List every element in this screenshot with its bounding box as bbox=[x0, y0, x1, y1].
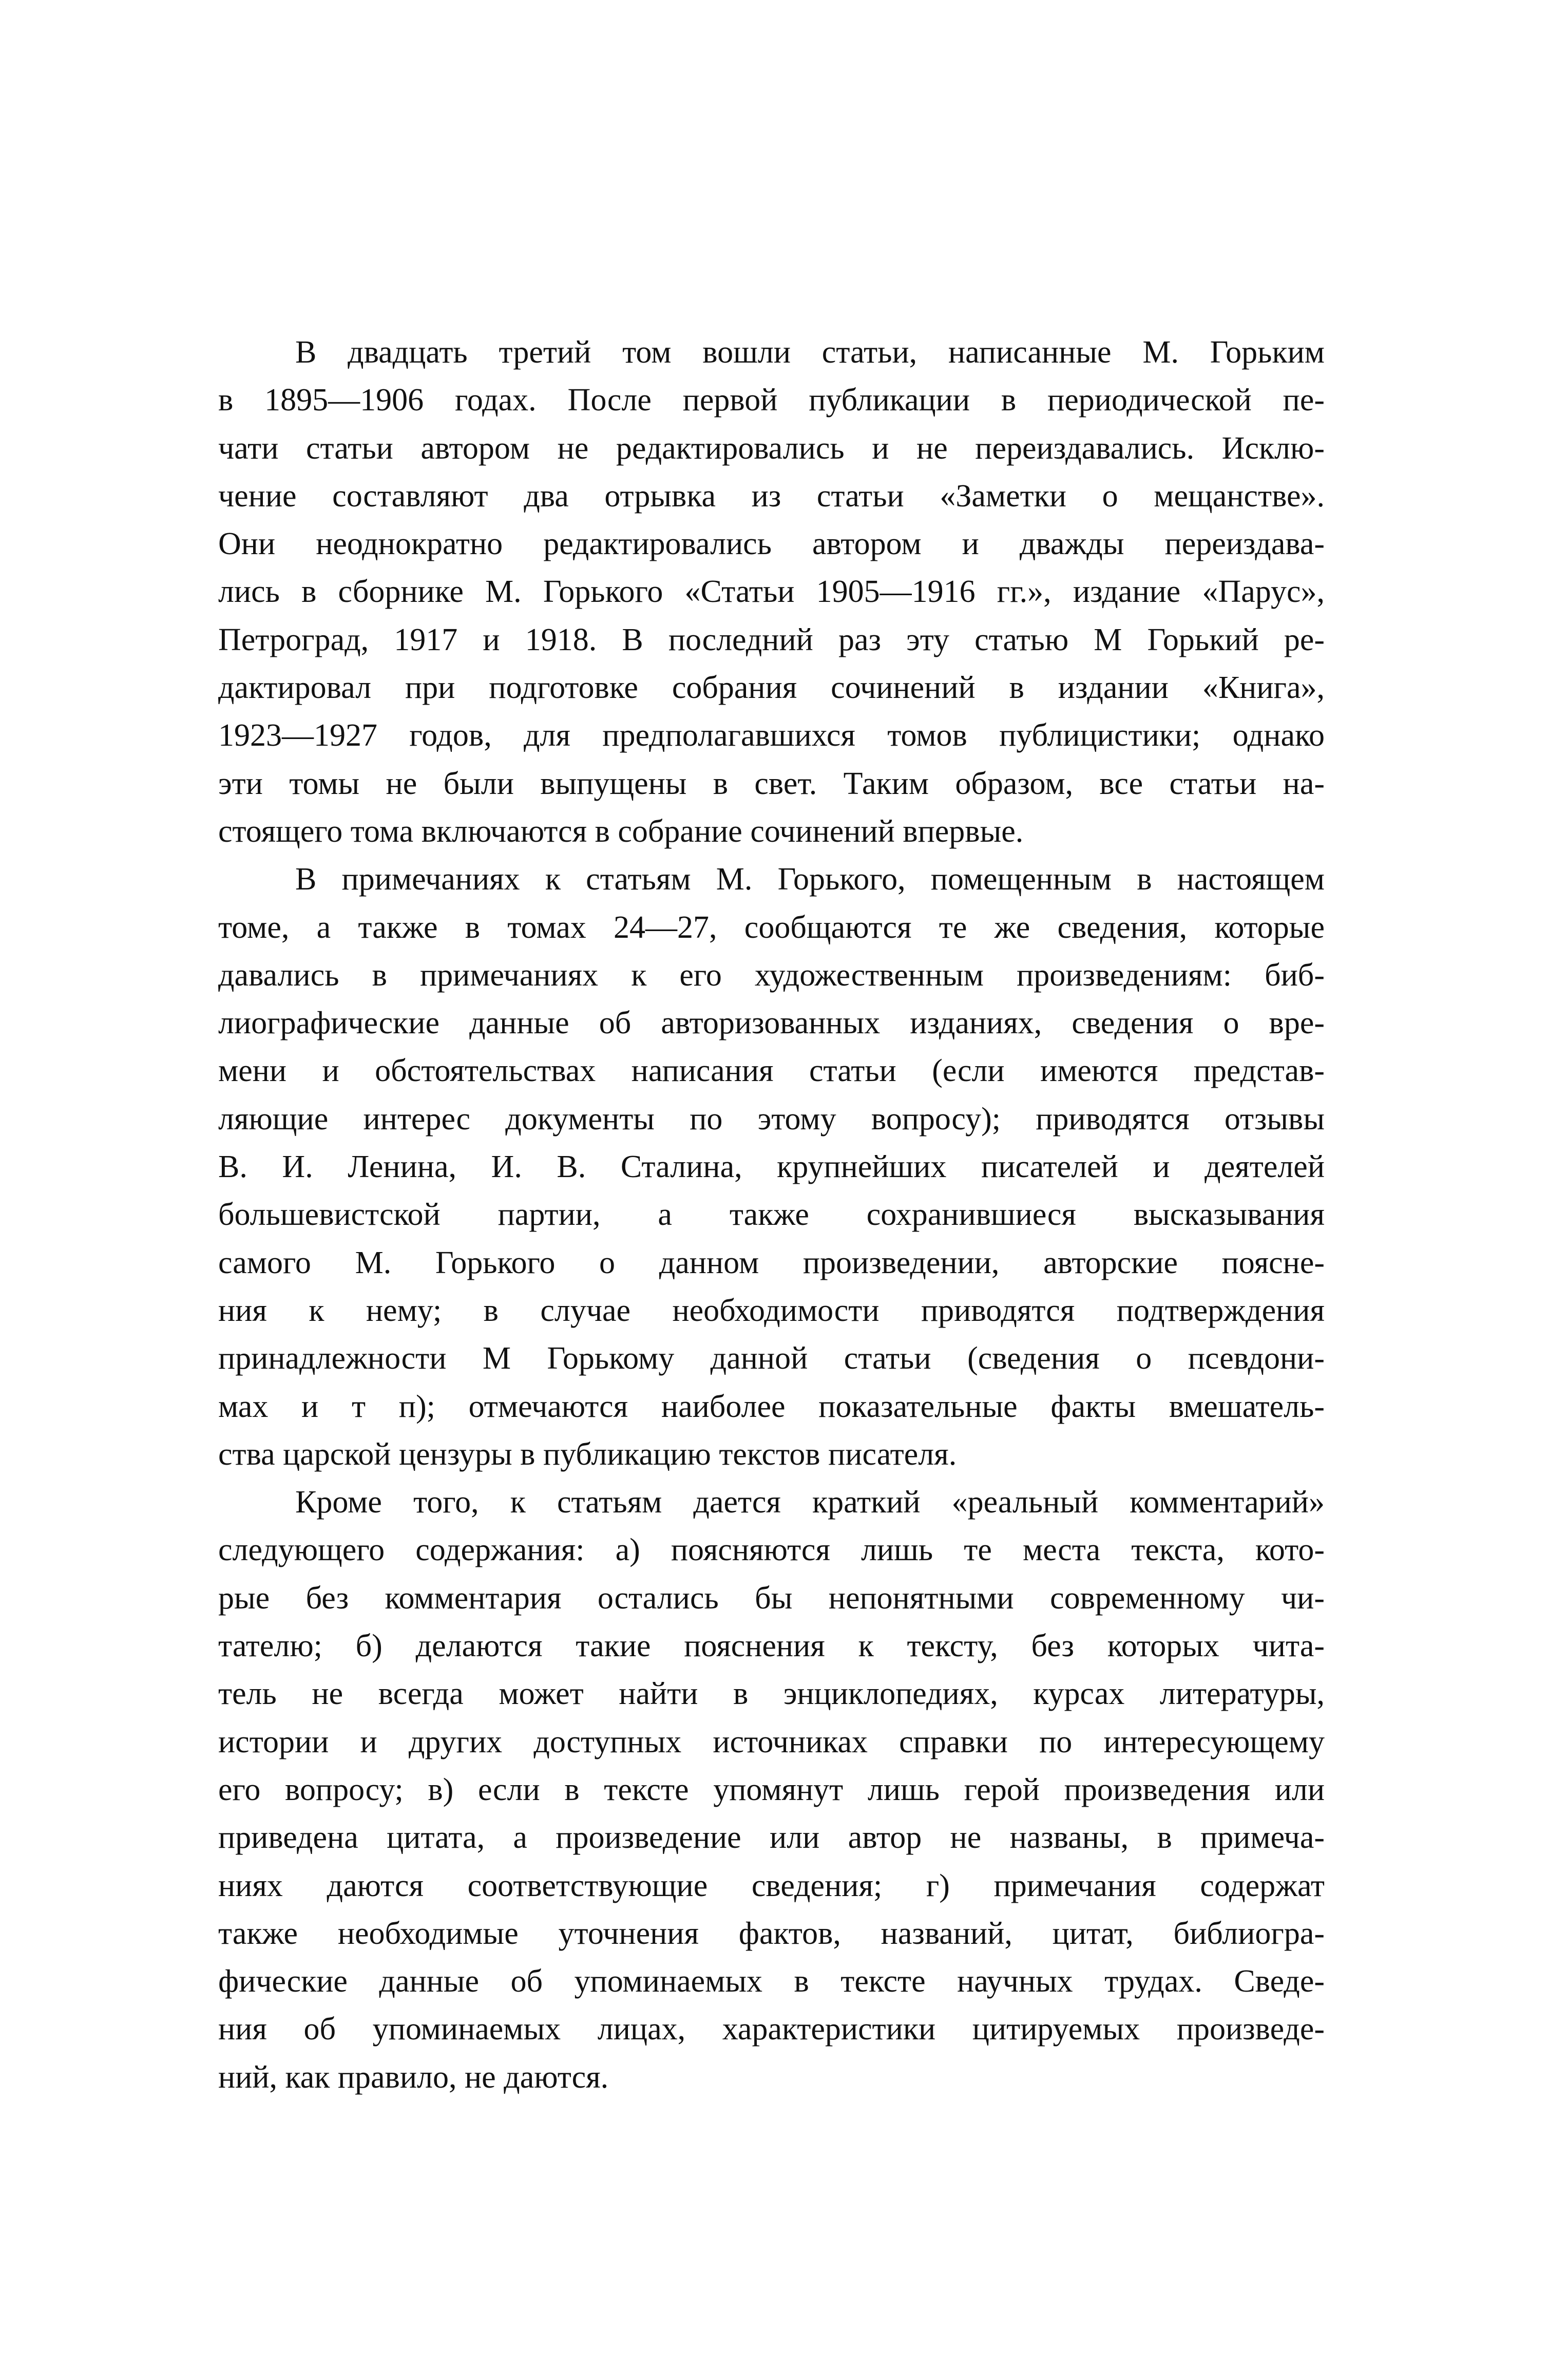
paragraph-3-line-12: ния об упоминаемых лицах, характеристики цитируемых произведе- bbox=[218, 2012, 1325, 2047]
paragraph-2-line-6: ляющие интерес документы по этому вопросу); приводятся отзывы bbox=[218, 1101, 1325, 1137]
paragraph-3-line-13: ний, как правило, не даются. bbox=[218, 2059, 609, 2095]
paragraph-2-line-1: В примечаниях к статьям М. Горького, помещенным в настоящем bbox=[295, 862, 1325, 897]
paragraph-2-line-13: ства царской цензуры в публикацию текстов писателя. bbox=[218, 1436, 957, 1472]
paragraph-3-line-10: также необходимые уточнения фактов, названий, цитат, библиогра- bbox=[218, 1916, 1325, 1951]
paragraph-2-line-8: большевистской партии, а также сохранившиеся высказывания bbox=[218, 1197, 1325, 1233]
paragraph-1-line-5: Они неоднократно редактировались автором и дважды переиздава- bbox=[218, 526, 1325, 562]
paragraph-1-line-2: в 1895—1906 годах. После первой публикации в периодической пе- bbox=[218, 383, 1325, 418]
paragraph-2-line-5: мени и обстоятельствах написания статьи (если имеются представ- bbox=[218, 1053, 1325, 1089]
paragraph-3-line-6: истории и других доступных источниках справки по интересующему bbox=[218, 1724, 1325, 1759]
paragraph-2-line-12: мах и т п); отмечаются наиболее показательные факты вмешатель- bbox=[218, 1389, 1325, 1424]
paragraph-2-line-9: самого М. Горького о данном произведении, авторские поясне- bbox=[218, 1245, 1325, 1280]
paragraph-1-line-6: лись в сборнике М. Горького «Статьи 1905—1916 гг.», издание «Парус», bbox=[218, 574, 1325, 610]
paragraph-1-line-3: чати статьи автором не редактировались и не переиздавались. Исклю- bbox=[218, 430, 1325, 466]
paragraph-1-line-7: Петроград, 1917 и 1918. В последний раз эту статью М Горький ре- bbox=[218, 622, 1325, 657]
paragraph-2-line-4: лиографические данные об авторизованных изданиях, сведения о вре- bbox=[218, 1006, 1325, 1041]
paragraph-2-line-7: В. И. Ленина, И. В. Сталина, крупнейших писателей и деятелей bbox=[218, 1149, 1325, 1185]
paragraph-3-line-5: тель не всегда может найти в энциклопедиях, курсах литературы, bbox=[218, 1676, 1325, 1712]
paragraph-1-line-8: дактировал при подготовке собрания сочинений в издании «Книга», bbox=[218, 670, 1325, 706]
paragraph-3-line-4: тателю; б) делаются такие пояснения к тексту, без которых чита- bbox=[218, 1629, 1325, 1664]
paragraph-3-line-2: следующего содержания: а) поясняются лишь те места текста, кото- bbox=[218, 1532, 1325, 1568]
paragraph-3-line-3: рые без комментария остались бы непонятными современному чи- bbox=[218, 1580, 1325, 1616]
paragraph-1-line-11: стоящего тома включаются в собрание сочинений впервые. bbox=[218, 813, 1024, 849]
paragraph-2-line-3: давались в примечаниях к его художественным произведениям: биб- bbox=[218, 957, 1325, 993]
paragraph-2-line-11: принадлежности М Горькому данной статьи (сведения о псевдони- bbox=[218, 1341, 1325, 1376]
paragraph-1-line-9: 1923—1927 годов, для предполагавшихся томов публицистики; однако bbox=[218, 718, 1325, 753]
paragraph-1-line-1: В двадцать третий том вошли статьи, написанные М. Горьким bbox=[295, 335, 1325, 370]
body-text bbox=[218, 329, 1325, 2101]
paragraph-3-line-11: фические данные об упоминаемых в тексте научных трудах. Сведе- bbox=[218, 1964, 1325, 1999]
paragraph-1-line-10: эти томы не были выпущены в свет. Таким образом, все статьи на- bbox=[218, 766, 1325, 801]
paragraph-3-line-8: приведена цитата, а произведение или автор не названы, в примеча- bbox=[218, 1820, 1325, 1855]
paragraph-3-line-7: его вопросу; в) если в тексте упомянут лишь герой произведения или bbox=[218, 1772, 1325, 1807]
paragraph-2-line-2: томе, а также в томах 24—27, сообщаются те же сведения, которые bbox=[218, 910, 1325, 945]
paragraph-3-line-1: Кроме того, к статьям дается краткий «реальный комментарий» bbox=[295, 1485, 1325, 1520]
paragraph-3-line-9: ниях даются соответствующие сведения; г) примечания содержат bbox=[218, 1868, 1325, 1903]
paragraph-2-line-10: ния к нему; в случае необходимости приводятся подтверждения bbox=[218, 1293, 1325, 1328]
paragraph-1-line-4: чение составляют два отрывка из статьи «Заметки о мещанстве». bbox=[218, 478, 1325, 514]
